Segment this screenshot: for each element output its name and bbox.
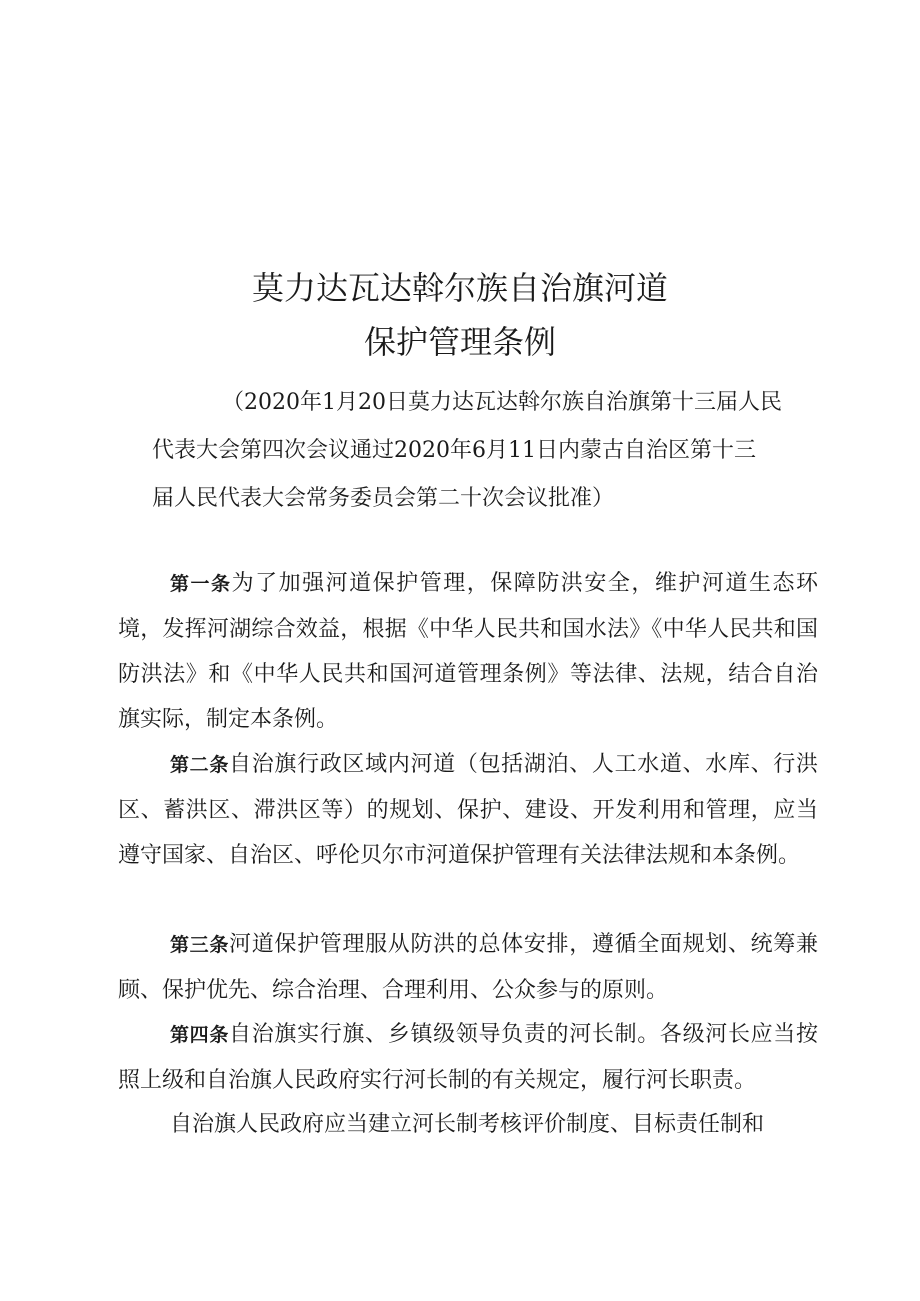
document-title-line1: 莫力达瓦达斡尔族自治旗河道 <box>251 269 668 307</box>
article-2-text: 自治旗行政区域内河道（包括湖泊、人工水道、水库、行洪区、蓄洪区、滞洪区等）的规划、保护、建设、开发利用和管理，应当遵守国家、自治区、呼伦贝尔市河道保护管理有关法律法规和本条例。 <box>118 752 818 868</box>
article-3-text: 河道保护管理服从防洪的总体安排，遵循全面规划、统筹兼顾、保护优先、综合治理、合理利用、公众参与的原则。 <box>118 932 818 1003</box>
article-4-text: 自治旗实行旗、乡镇级领导负责的河长制。各级河长应当按照上级和自治旗人民政府实行河长制的有关规定，履行河长职责。 <box>118 1022 818 1093</box>
article-1-label: 第一条 <box>170 573 232 595</box>
article-1-text: 为了加强河道保护管理，保障防洪安全，维护河道生态环境，发挥河湖综合效益，根据《中华人民共和国水法》《中华人民共和国防洪法》和《中华人民共和国河道管理条例》等法律、法规，结合自治旗实际，制定本条例。 <box>118 571 818 732</box>
article-2 <box>118 742 818 878</box>
article-1 <box>118 561 818 742</box>
article-3 <box>118 922 818 1013</box>
adoption-note-line3: 届人民代表大会常务委员会第二十次会议批准） <box>152 486 615 511</box>
article-4-continuation: 自治旗人民政府应当建立河长制考核评价制度、目标责任制和 <box>170 1112 765 1137</box>
adoption-note-line2: 代表大会第四次会议通过2020年6月11日内蒙古自治区第十三 <box>152 438 756 463</box>
adoption-note-line1: （2020年1月20日莫力达瓦达斡尔族自治旗第十三届人民 <box>222 390 782 415</box>
article-2-label: 第二条 <box>170 754 230 776</box>
article-4 <box>118 1012 818 1103</box>
article-4-label: 第四条 <box>170 1024 230 1046</box>
document-title-line2: 保护管理条例 <box>363 323 556 361</box>
article-3-label: 第三条 <box>170 934 230 956</box>
